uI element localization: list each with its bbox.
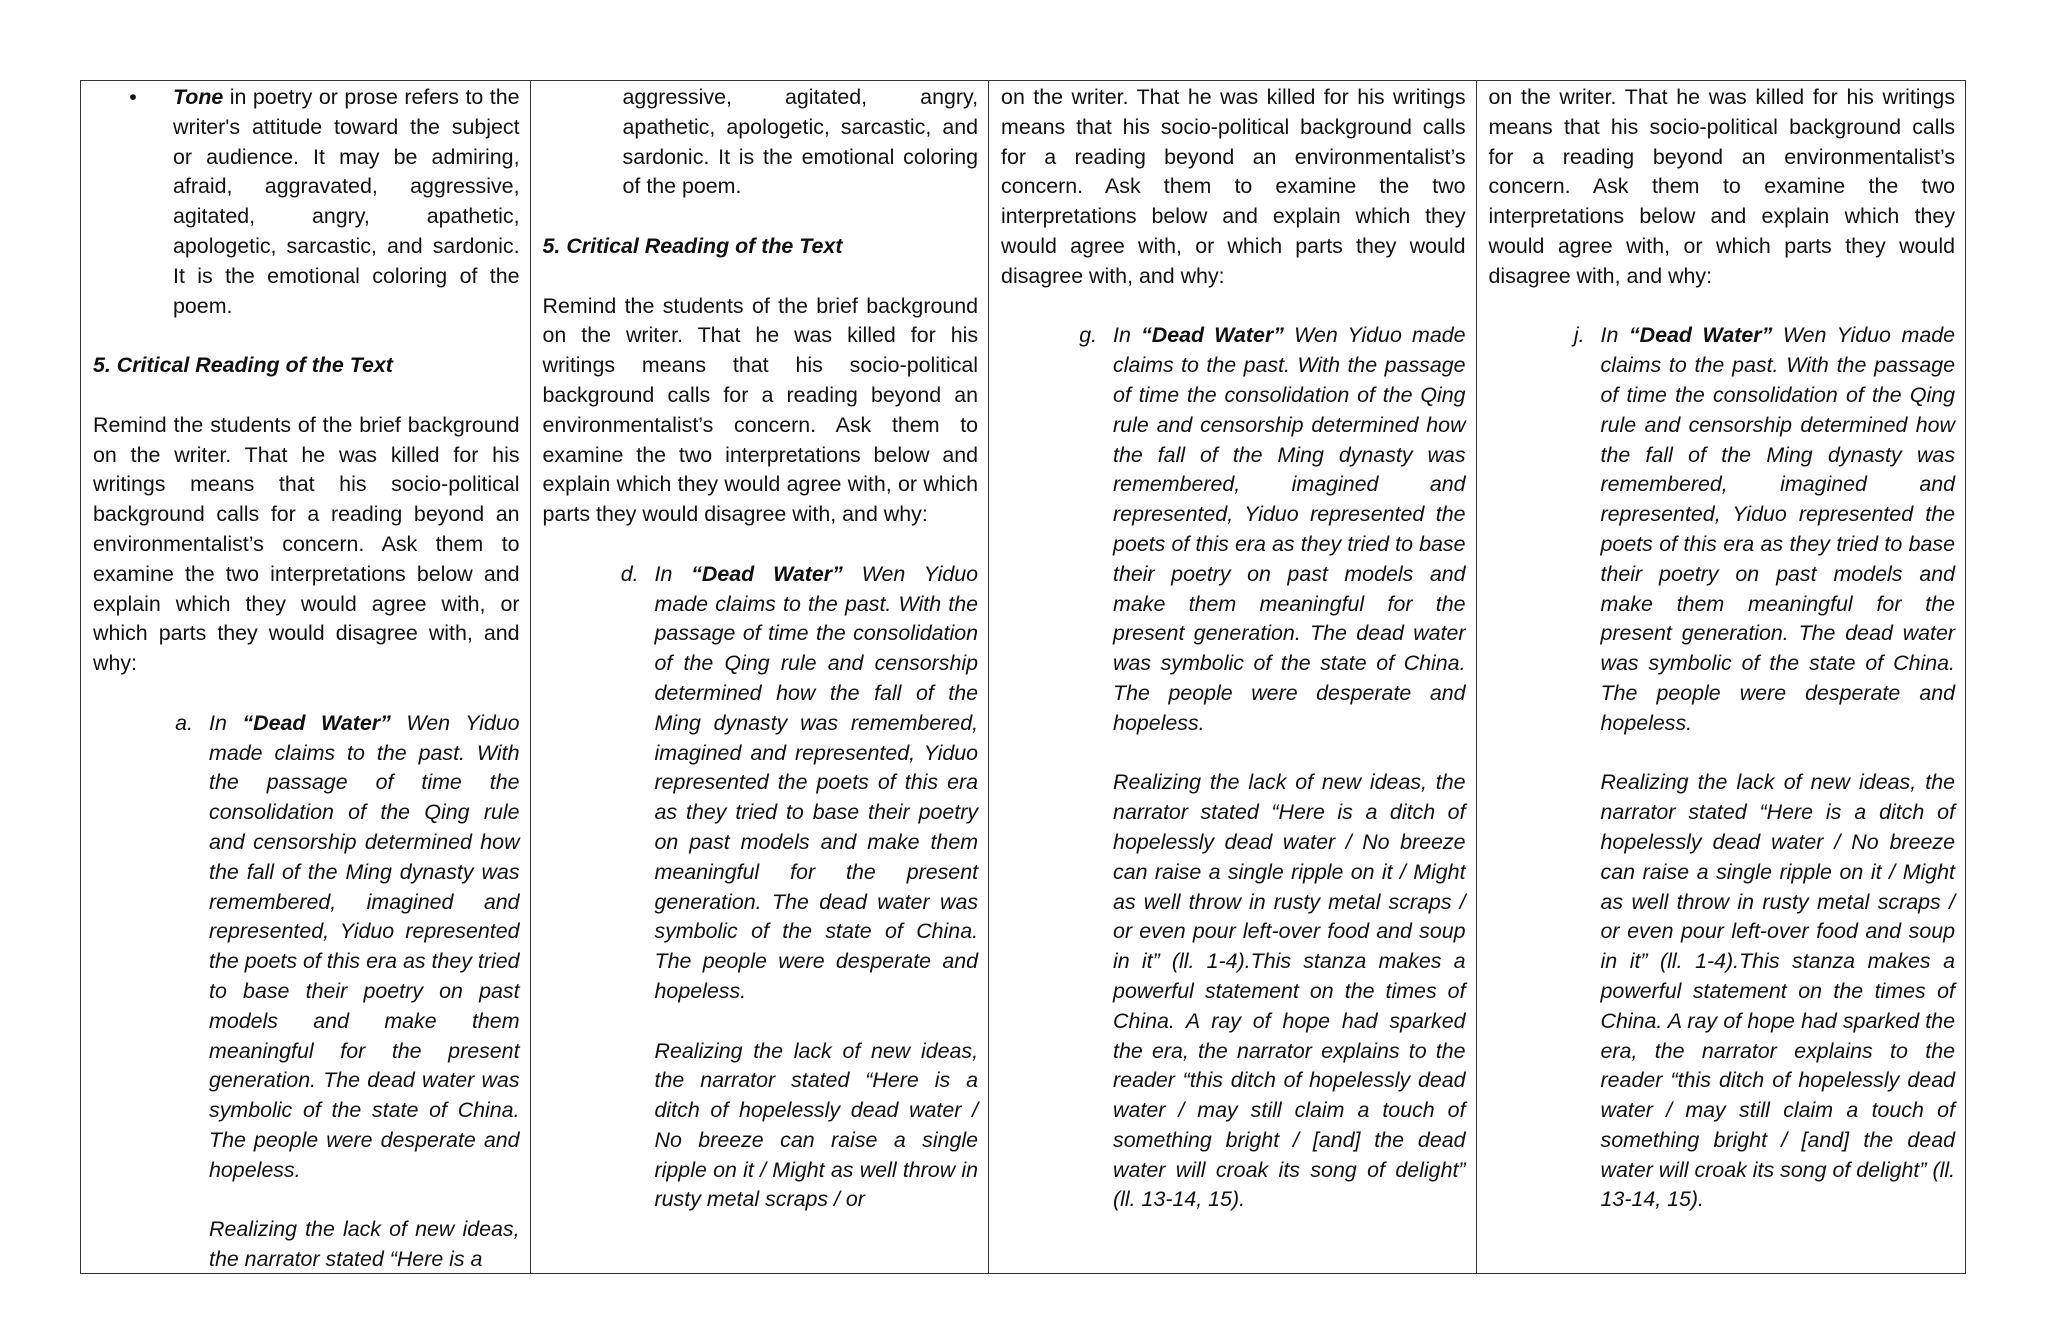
list-item-j [1489, 321, 1955, 1245]
interpretation-paragraph-1 [209, 709, 520, 1186]
intro-paragraph: Remind the students of the brief background on the writer. That he was killed for his writings means that his socio-political background calls for a reading beyond an environmentalist’s concern. Ask them to examine the two interpretations below and explain which they would agree with, or which parts they would disagree with, and why: [93, 412, 520, 676]
list-marker: a. [175, 710, 193, 735]
list-marker: g. [1079, 323, 1098, 348]
poem-title: “Dead Water” [1628, 323, 1773, 348]
poem-title: “Dead Water” [691, 561, 843, 586]
section-heading: 5. Critical Reading of the Text [542, 233, 843, 258]
document-table [80, 80, 1966, 1274]
intro-paragraph: on the writer. That he was killed for his writings means that his socio-political background calls for a reading beyond an environmentalist’s concern. Ask them to examine the two interpretations below and explain which they would agree with, or which parts they would disagree with, and why: [1488, 85, 1956, 288]
interpretation-paragraph-1 [655, 560, 979, 1007]
item-prefix: In [654, 561, 692, 586]
interpretation-paragraph-2: Realizing the lack of new ideas, the narrator stated “Here is a ditch of hopelessly dead water / No breeze can raise a single ripple on it / Might as well throw in rusty metal scraps / or even pour left-over food and soup in it” (ll. 1-4).This stanza makes a powerful statement on the times of China. A ray of hope had sparked the era, the narrator explains to the reader “this ditch of hopelessly dead water / may still claim a touch of something bright / [and] the dead water will croak its song of delight” (ll. 13-14, 15). [1600, 770, 1956, 1212]
list-item-body [209, 709, 520, 1273]
bullet-icon: • [129, 85, 137, 109]
item-text: Wen Yiduo made claims to the past. With the passage of time the consolidation of the Qing rule and censorship determined how the fall of the Ming dynasty was remembered, imagined and represented, Yiduo represented the poets of this era as they tried to base their poetry on past models and make them meaningful for the present generation. The dead water was symbolic of the state of China. The people were desperate and hopeless. [654, 561, 979, 1003]
list-item-g [1001, 321, 1465, 1245]
item-text: Wen Yiduo made claims to the past. With the passage of time the consolidation of the Qing rule and censorship determined how the fall of the Ming dynasty was remembered, imagined and represented, Yiduo represented the poets of this era as they tried to base their poetry on past models and make them meaningful for the present generation. The dead water was symbolic of the state of China. The people were desperate and hopeless. [209, 710, 520, 1182]
table-column-4 [1477, 81, 1965, 1273]
list-item-body [655, 560, 979, 1245]
tone-continuation: aggressive, agitated, angry, apathetic, apologetic, sarcastic, and sardonic. It is the emotional coloring of the poem. [622, 85, 979, 199]
poem-title: “Dead Water” [1141, 323, 1284, 348]
list-marker: d. [620, 561, 639, 586]
list-item-a [93, 709, 520, 1273]
poem-title: “Dead Water” [242, 710, 391, 735]
list-item-d [543, 560, 979, 1245]
interpretation-paragraph-1 [1601, 321, 1955, 738]
tone-text: in poetry or prose refers to the writer's attitude toward the subject or audience. It may be admiring, afraid, aggravated, aggressive, agitated, angry, apathetic, apologetic, sarcastic, and sardonic. It is the emotional coloring of the poem. [173, 85, 520, 318]
table-column-3 [989, 81, 1476, 1273]
item-text: Wen Yiduo made claims to the past. With the passage of time the consolidation of the Qing rule and censorship determined how the fall of the Ming dynasty was remembered, imagined and represented, Yiduo represented the poets of this era as they tried to base their poetry on past models and make them meaningful for the present generation. The dead water was symbolic of the state of China. The people were desperate and hopeless. [1113, 323, 1466, 735]
interpretation-paragraph-2: Realizing the lack of new ideas, the narrator stated “Here is a [209, 1217, 520, 1272]
table-column-1 [81, 81, 531, 1273]
list-item-body [1113, 321, 1465, 1245]
item-prefix: In [209, 710, 243, 735]
tone-term: Tone [173, 85, 224, 109]
interpretation-paragraph-2: Realizing the lack of new ideas, the narrator stated “Here is a ditch of hopelessly dead water / No breeze can raise a single ripple on it / Might as well throw in rusty metal scraps / or [654, 1038, 979, 1212]
table-column-2 [531, 81, 990, 1273]
item-text: Wen Yiduo made claims to the past. With the passage of time the consolidation of the Qing rule and censorship determined how the fall of the Ming dynasty was remembered, imagined and represented, Yiduo represented the poets of this era as they tried to base their poetry on past models and make them meaningful for the present generation. The dead water was symbolic of the state of China. The people were desperate and hopeless. [1600, 323, 1956, 735]
section-heading: 5. Critical Reading of the Text [93, 353, 393, 378]
intro-paragraph: Remind the students of the brief background on the writer. That he was killed for his writings means that his socio-political background calls for a reading beyond an environmentalist’s concern. Ask them to examine the two interpretations below and explain which they would agree with, or which parts they would disagree with, and why: [542, 293, 979, 527]
interpretation-paragraph-2: Realizing the lack of new ideas, the narrator stated “Here is a ditch of hopelessly dead water / No breeze can raise a single ripple on it / Might as well throw in rusty metal scraps / or even pour left-over food and soup in it” (ll. 1-4).This stanza makes a powerful statement on the times of China. A ray of hope had sparked the era, the narrator explains to the reader “this ditch of hopelessly dead water / may still claim a touch of something bright / [and] the dead water will croak its song of delight” (ll. 13-14, 15). [1113, 770, 1466, 1212]
intro-paragraph: on the writer. That he was killed for his writings means that his socio-political background calls for a reading beyond an environmentalist’s concern. Ask them to examine the two interpretations below and explain which they would agree with, or which parts they would disagree with, and why: [1001, 85, 1466, 288]
item-prefix: In [1113, 323, 1142, 348]
tone-definition [173, 83, 520, 321]
list-item-body [1601, 321, 1955, 1245]
item-prefix: In [1600, 323, 1629, 348]
interpretation-paragraph-1 [1113, 321, 1465, 738]
list-marker: j. [1573, 323, 1585, 348]
tone-bullet [93, 83, 520, 351]
